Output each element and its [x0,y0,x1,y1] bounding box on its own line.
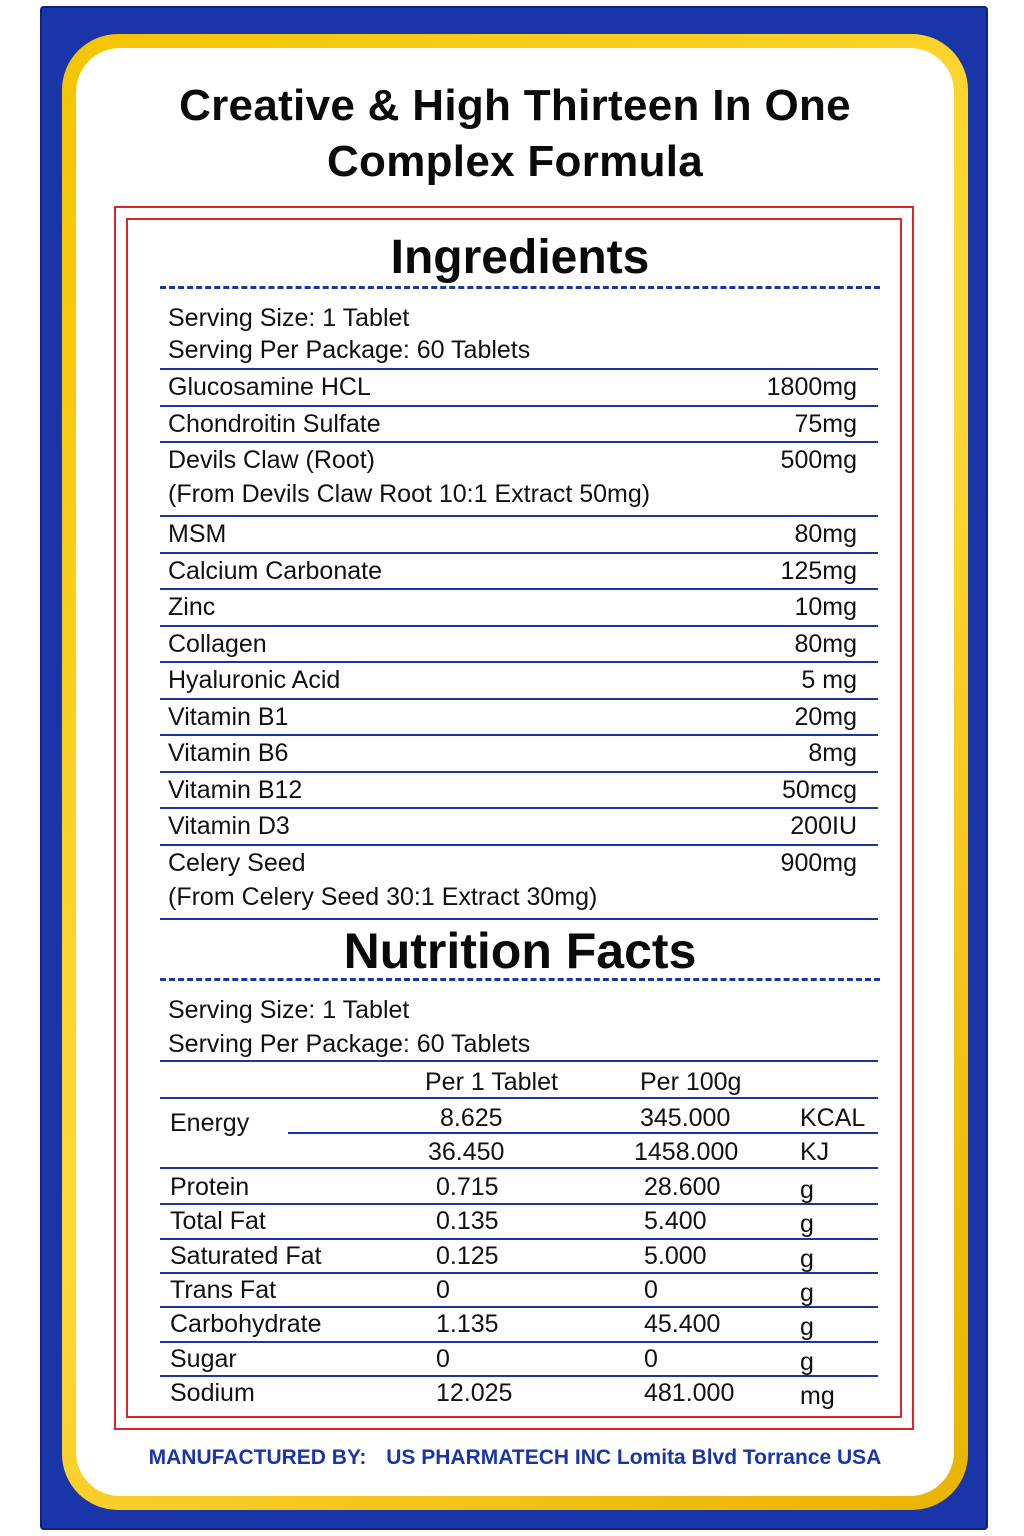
ingredient-name: Zinc [168,593,216,621]
energy-kcal-per-100g: 345.000 [640,1104,731,1132]
ingredient-rule [160,698,878,700]
nutrient-name: Trans Fat [170,1275,277,1304]
ingredients-serving-size: Serving Size: 1 Tablet [168,304,410,332]
ingredient-rule [160,552,878,554]
nutrition-rule [160,1272,878,1274]
ingredient-name: Glucosamine HCL [168,373,371,401]
nutrient-per-100g: 0 [644,1344,658,1373]
rule [160,1097,878,1099]
title-line-2: Complex Formula [326,137,704,186]
nutrient-per-100g: 0 [644,1275,658,1304]
ingredient-note: (From Celery Seed 30:1 Extract 30mg) [168,882,598,911]
ingredient-amount: 10mg [794,593,857,621]
product-title [76,78,954,190]
nutrition-rule [160,1306,878,1308]
nutrient-name: Saturated Fat [170,1241,322,1270]
ingredient-name: MSM [168,520,227,548]
ingredient-amount: 5 mg [801,666,857,694]
ingredients-serving-per-package: Serving Per Package: 60 Tablets [168,336,531,364]
ingredient-amount: 20mg [794,702,857,731]
nutrient-unit: g [800,1278,814,1307]
col-header-per-100g: Per 100g [640,1068,742,1096]
nutrient-per-tablet: 12.025 [436,1378,513,1407]
title-line-1: Creative & High Thirteen In One [179,81,851,130]
ingredient-amount: 50mcg [781,775,857,804]
energy-kcal-unit: KCAL [800,1104,866,1132]
nutrient-per-tablet: 0 [436,1344,450,1373]
ingredient-rule [160,515,878,517]
nutrient-name: Sugar [170,1344,237,1373]
nutrition-serving-per-package: Serving Per Package: 60 Tablets [168,1030,531,1058]
rule [160,368,878,370]
nutrient-per-tablet: 0 [436,1275,450,1304]
ingredient-rule [160,625,878,627]
nutrient-name: Total Fat [170,1207,266,1236]
nutrition-rule [160,1203,878,1205]
ingredient-name: Vitamin B12 [168,775,303,804]
nutrient-per-tablet: 0.715 [436,1173,499,1201]
nutrient-unit: g [800,1176,814,1204]
ingredient-rule [160,588,878,590]
ingredient-name: Celery Seed [168,848,306,877]
energy-sub-rule [288,1132,878,1134]
energy-kj-per-tablet: 36.450 [428,1138,505,1166]
ingredient-amount: 200IU [790,812,857,840]
nutrient-unit: g [800,1313,814,1342]
ingredient-amount: 80mg [794,629,857,658]
nutrition-dashed-rule [160,978,880,981]
ingredient-rule [160,771,878,773]
ingredient-name: Vitamin B6 [168,739,289,767]
ingredient-amount: 900mg [780,848,857,877]
ingredient-name: Hyaluronic Acid [168,666,341,694]
nutrition-rule [160,1341,878,1343]
nutrient-per-100g: 5.000 [644,1241,707,1270]
nutrient-per-100g: 45.400 [644,1310,721,1339]
nutrient-name: Carbohydrate [170,1310,322,1339]
ingredient-rule [160,734,878,736]
ingredient-amount: 80mg [794,520,857,548]
energy-kj-unit: KJ [800,1138,830,1166]
manufacturer-name: US PHARMATECH INC Lomita Blvd Torrance USA [386,1446,882,1469]
ingredient-rule [160,844,878,846]
rule [160,1167,878,1169]
ingredient-note: (From Devils Claw Root 10:1 Extract 50mg) [168,480,651,508]
ingredient-amount: 500mg [780,446,857,474]
nutrition-rule [160,1375,878,1377]
nutrient-per-100g: 28.600 [644,1173,721,1201]
ingredients-heading: Ingredients [390,231,650,284]
ingredient-rule [160,807,878,809]
energy-kj-per-100g: 1458.000 [634,1138,739,1166]
manufacturer-line [76,1446,954,1470]
ingredient-name: Chondroitin Sulfate [168,409,381,438]
ingredient-amount: 75mg [794,409,857,438]
ingredient-amount: 8mg [808,739,857,767]
ingredient-rule [160,441,878,443]
manufacturer-label: MANUFACTURED BY: [148,1446,367,1469]
col-header-per-tablet: Per 1 Tablet [425,1068,558,1096]
nutrient-per-100g: 5.400 [644,1207,707,1236]
nutrient-per-tablet: 0.125 [436,1241,499,1270]
nutrition-heading: Nutrition Facts [343,923,697,979]
ingredients-dashed-rule [160,286,880,289]
ingredient-amount: 125mg [780,556,857,585]
nutrient-per-100g: 481.000 [644,1378,735,1407]
energy-kcal-per-tablet: 8.625 [440,1104,503,1132]
ingredient-name: Calcium Carbonate [168,556,382,585]
ingredient-rule [160,918,878,920]
energy-label: Energy [170,1109,250,1137]
ingredient-amount: 1800mg [766,373,857,401]
nutrient-unit: g [800,1210,814,1239]
nutrient-unit: mg [800,1381,835,1410]
ingredient-name: Vitamin B1 [168,702,289,731]
ingredient-name: Collagen [168,629,267,658]
rule [160,1060,878,1062]
nutrition-serving-size: Serving Size: 1 Tablet [168,996,410,1024]
ingredient-rule [160,661,878,663]
nutrient-per-tablet: 1.135 [436,1310,499,1339]
ingredient-rule [160,405,878,407]
ingredient-name: Vitamin D3 [168,812,290,840]
nutrient-unit: g [800,1244,814,1273]
nutrient-unit: g [800,1347,814,1376]
nutrient-name: Sodium [170,1378,255,1407]
ingredient-name: Devils Claw (Root) [168,446,375,474]
nutrient-per-tablet: 0.135 [436,1207,499,1236]
nutrient-name: Protein [170,1173,250,1201]
nutrition-rule [160,1238,878,1240]
